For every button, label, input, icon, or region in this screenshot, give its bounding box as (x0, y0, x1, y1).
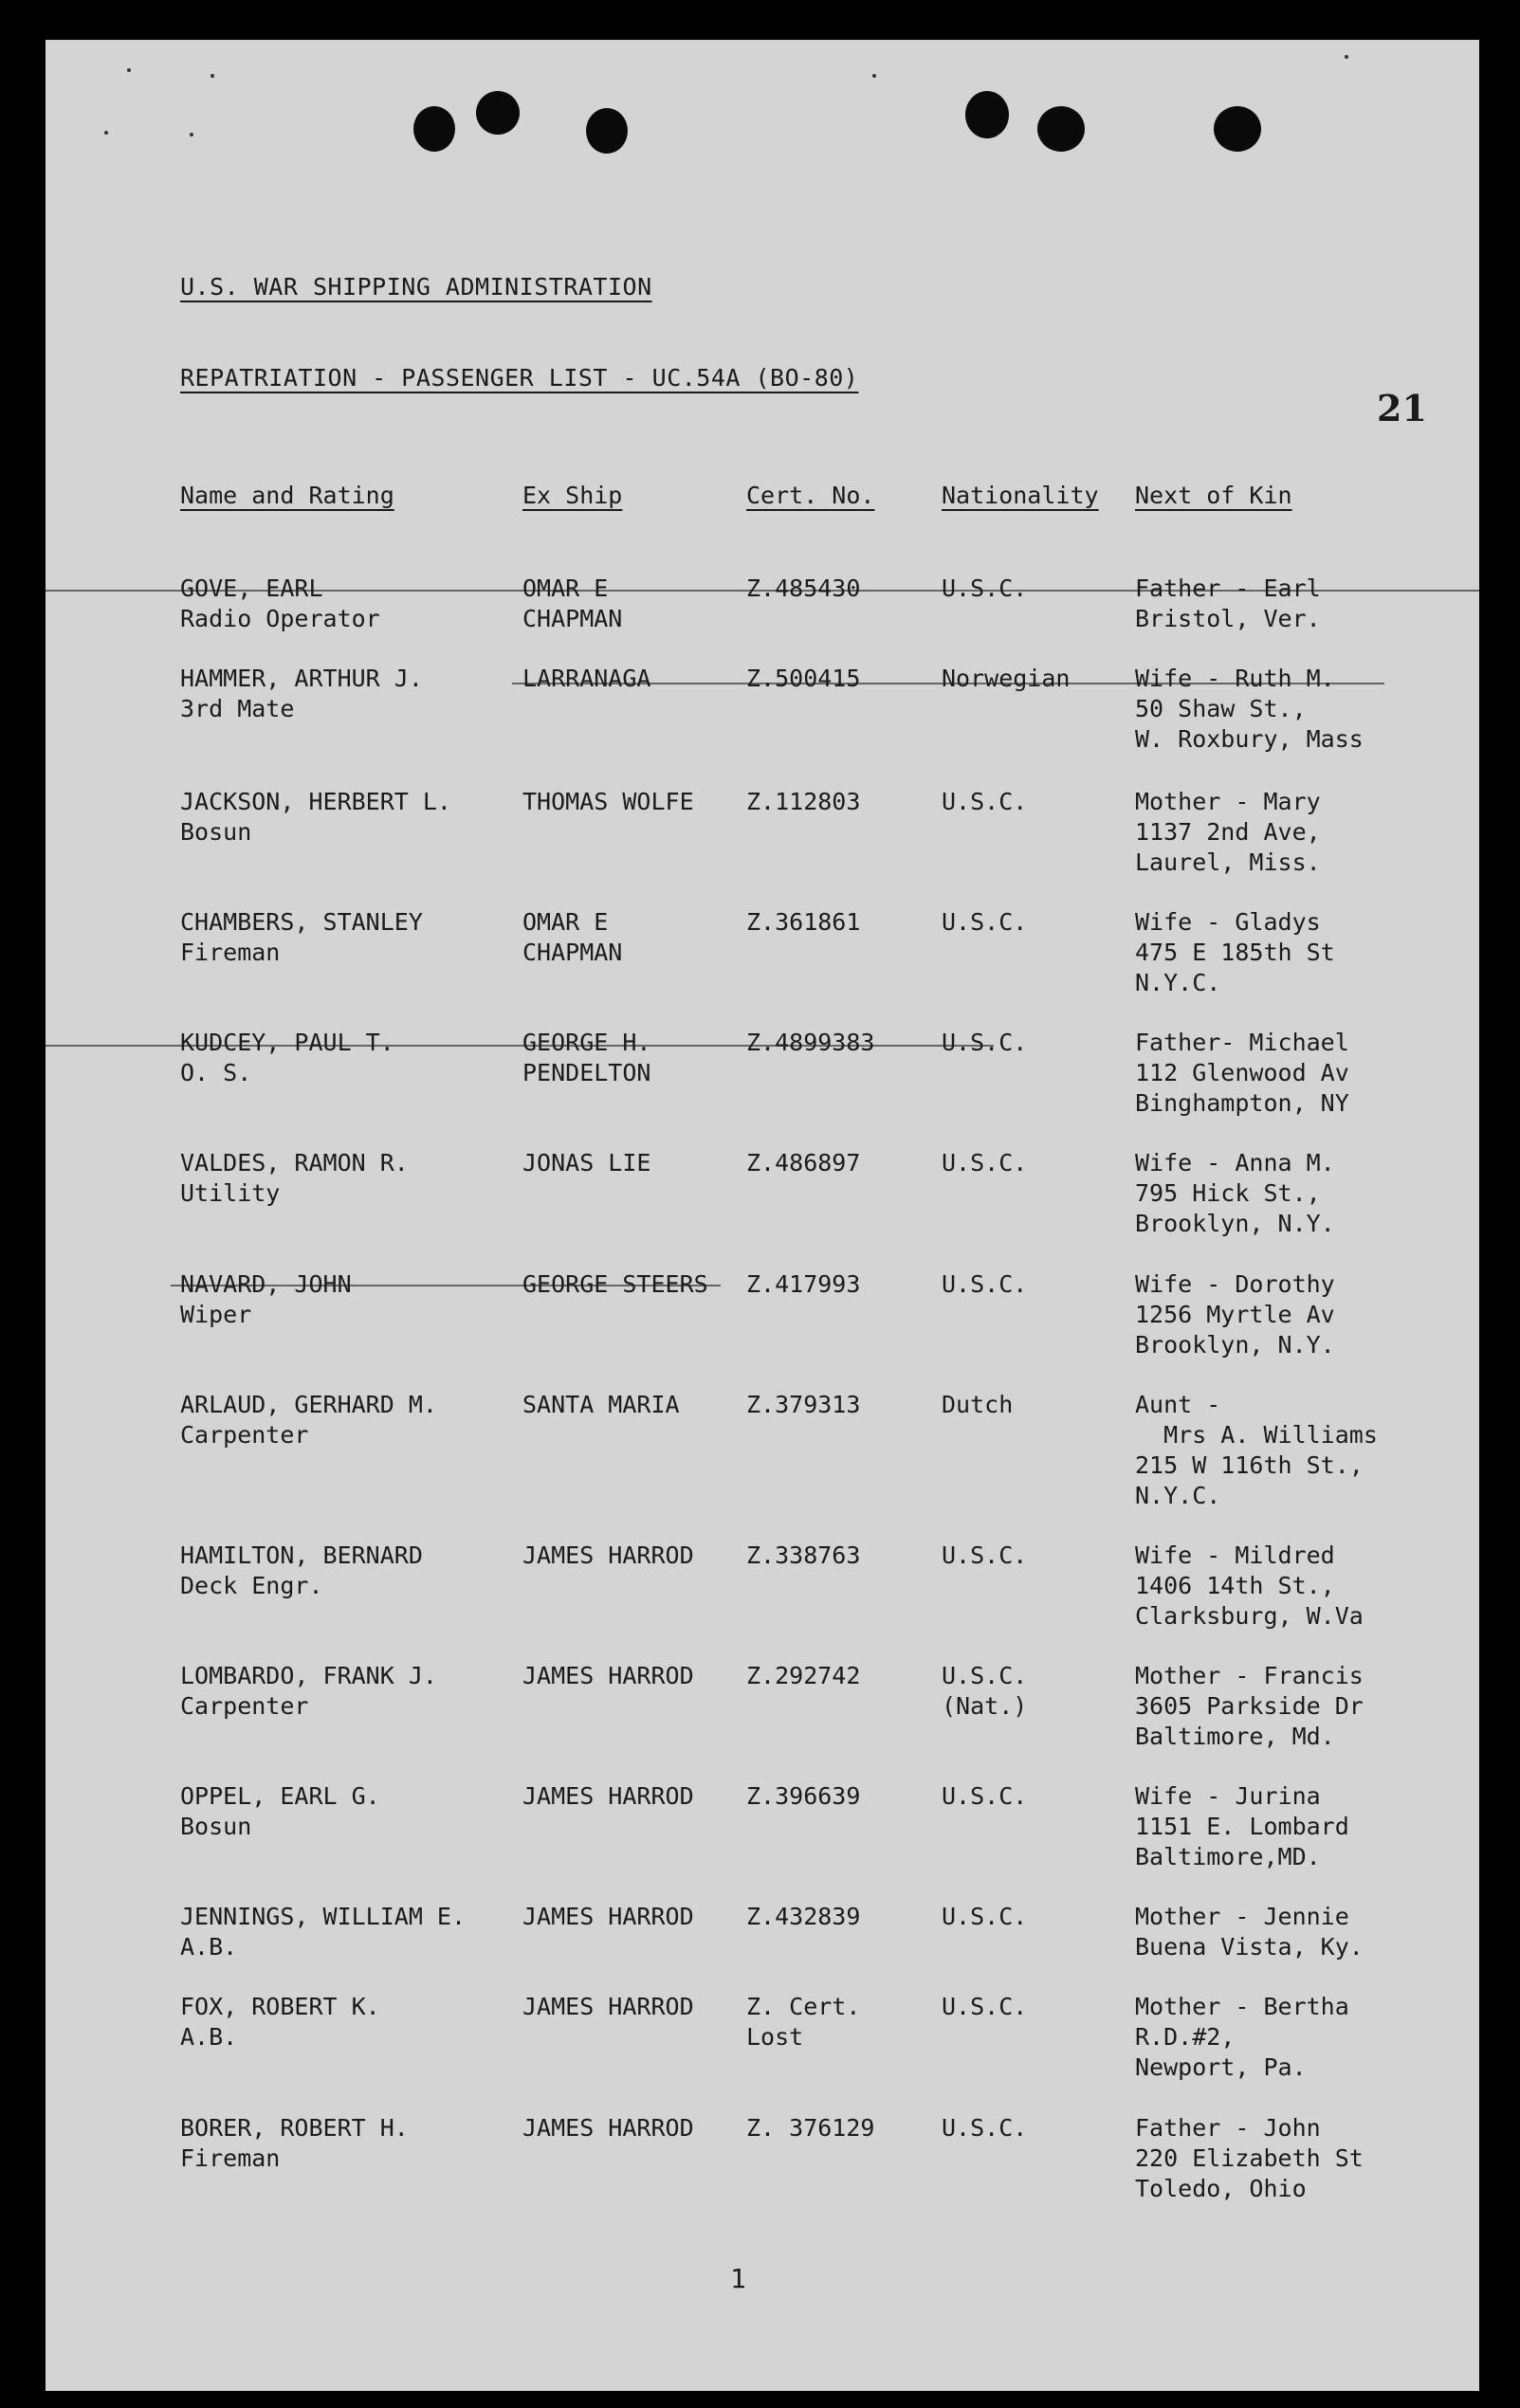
ex-ship-line: GEORGE H. (522, 1029, 651, 1056)
page-number: 1 (730, 2263, 746, 2294)
name-rating-line: OPPEL, EARL G. (180, 1782, 380, 1810)
name-rating-cell (180, 1269, 352, 1330)
nationality-cell (942, 664, 1070, 694)
ex-ship-line: CHAPMAN (522, 605, 623, 632)
next-of-kin-line: 220 Elizabeth St (1135, 2144, 1364, 2172)
next-of-kin-cell (1135, 1781, 1349, 1872)
next-of-kin-line: Wife - Dorothy (1135, 1270, 1335, 1298)
ex-ship-cell (522, 907, 622, 968)
cert-no-cell (746, 787, 860, 817)
next-of-kin-line: 1256 Myrtle Av (1135, 1301, 1335, 1328)
cert-no-cell (746, 2113, 874, 2143)
next-of-kin-line: Wife - Mildred (1135, 1541, 1335, 1569)
next-of-kin-line: 1151 E. Lombard (1135, 1813, 1349, 1840)
next-of-kin-line: 3605 Parkside Dr (1135, 1692, 1364, 1720)
cert-no-cell (746, 1028, 874, 1058)
name-rating-line: ARLAUD, GERHARD M. (180, 1391, 437, 1418)
column-header-name: Name and Rating (180, 482, 394, 509)
name-rating-line: Bosun (180, 818, 252, 846)
next-of-kin-line: N.Y.C. (1135, 1482, 1221, 1509)
next-of-kin-line: Wife - Ruth M. (1135, 665, 1335, 692)
nationality-cell (942, 907, 1027, 938)
cert-no-cell (746, 1902, 860, 1932)
next-of-kin-line: Mother - Francis (1135, 1662, 1364, 1689)
cert-no-line: Z.379313 (746, 1391, 861, 1418)
nationality-cell (942, 1781, 1027, 1812)
name-rating-line: HAMMER, ARTHUR J. (180, 665, 423, 692)
next-of-kin-line: Father- Michael (1135, 1029, 1349, 1056)
next-of-kin-line: 112 Glenwood Av (1135, 1059, 1349, 1086)
name-rating-line: VALDES, RAMON R. (180, 1149, 409, 1177)
next-of-kin-line: 1137 2nd Ave, (1135, 818, 1321, 846)
next-of-kin-line: Father - John (1135, 2114, 1321, 2142)
nationality-line: U.S.C. (942, 1270, 1028, 1298)
next-of-kin-line: Wife - Anna M. (1135, 1149, 1335, 1177)
nationality-cell (942, 574, 1027, 604)
ex-ship-line: JAMES HARROD (522, 1903, 694, 1930)
column-header-cert: Cert. No. (746, 482, 875, 509)
nationality-line: U.S.C. (942, 908, 1028, 936)
cert-no-line: Z. Cert. (746, 1993, 861, 2020)
name-rating-line: KUDCEY, PAUL T. (180, 1029, 394, 1056)
name-rating-cell (180, 787, 451, 848)
name-rating-line: JACKSON, HERBERT L. (180, 788, 451, 815)
ex-ship-line: JAMES HARROD (522, 1993, 694, 2020)
name-rating-line: A.B. (180, 2023, 238, 2051)
nationality-line: U.S.C. (942, 575, 1028, 602)
cert-no-cell (746, 574, 860, 604)
cert-no-line: Z.486897 (746, 1149, 861, 1177)
next-of-kin-line: Bristol, Ver. (1135, 605, 1321, 632)
next-of-kin-cell (1135, 574, 1321, 634)
name-rating-line: LOMBARDO, FRANK J. (180, 1662, 437, 1689)
column-header-nationality: Nationality (942, 482, 1099, 509)
cert-no-cell (746, 1269, 860, 1300)
name-rating-line: O. S. (180, 1059, 252, 1086)
next-of-kin-line: W. Roxbury, Mass (1135, 725, 1364, 753)
name-rating-cell (180, 1028, 394, 1088)
ex-ship-cell (522, 574, 622, 634)
name-rating-cell (180, 664, 423, 724)
cert-no-line: Z.112803 (746, 788, 861, 815)
next-of-kin-line: Mother - Mary (1135, 788, 1321, 815)
name-rating-line: NAVARD, JOHN (180, 1270, 352, 1298)
next-of-kin-line: Baltimore, Md. (1135, 1723, 1335, 1750)
next-of-kin-cell (1135, 1541, 1364, 1632)
name-rating-cell (180, 907, 423, 968)
ex-ship-cell (522, 1781, 694, 1812)
ex-ship-line: JAMES HARROD (522, 1541, 694, 1569)
next-of-kin-line: Brooklyn, N.Y. (1135, 1210, 1335, 1237)
ex-ship-cell (522, 1661, 694, 1691)
ex-ship-line: OMAR E (522, 908, 609, 936)
next-of-kin-line: Laurel, Miss. (1135, 848, 1321, 876)
next-of-kin-line: N.Y.C. (1135, 969, 1221, 996)
name-rating-cell (180, 574, 380, 634)
cert-no-line: Z.396639 (746, 1782, 861, 1810)
name-rating-line: Radio Operator (180, 605, 380, 632)
name-rating-line: Carpenter (180, 1692, 309, 1720)
name-rating-line: 3rd Mate (180, 695, 295, 722)
ex-ship-cell (522, 1902, 694, 1932)
ex-ship-line: JAMES HARROD (522, 2114, 694, 2142)
nationality-cell (942, 1390, 1013, 1420)
next-of-kin-line: Binghampton, NY (1135, 1089, 1349, 1117)
next-of-kin-line: 475 E 185th St (1135, 939, 1335, 966)
name-rating-cell (180, 2113, 409, 2174)
nationality-cell (942, 1541, 1027, 1571)
next-of-kin-cell (1135, 1902, 1364, 1962)
next-of-kin-line: Wife - Gladys (1135, 908, 1321, 936)
cert-no-line: Z.361861 (746, 908, 861, 936)
name-rating-line: HAMILTON, BERNARD (180, 1541, 423, 1569)
nationality-line: U.S.C. (942, 2114, 1028, 2142)
list-title: REPATRIATION - PASSENGER LIST - UC.54A (BO-80) (180, 364, 859, 392)
name-rating-cell (180, 1661, 437, 1722)
nationality-line: U.S.C. (942, 1029, 1028, 1056)
next-of-kin-line: Wife - Jurina (1135, 1782, 1321, 1810)
ex-ship-line: JONAS LIE (522, 1149, 651, 1177)
ex-ship-line: CHAPMAN (522, 939, 623, 966)
name-rating-line: Fireman (180, 939, 281, 966)
cert-no-line: Z.292742 (746, 1662, 861, 1689)
name-rating-line: Carpenter (180, 1421, 309, 1449)
ex-ship-cell (522, 787, 694, 817)
ex-ship-cell (522, 2113, 694, 2143)
ex-ship-line: THOMAS WOLFE (522, 788, 694, 815)
name-rating-line: Bosun (180, 1813, 252, 1840)
next-of-kin-line: Father - Earl (1135, 575, 1321, 602)
name-rating-line: Deck Engr. (180, 1572, 323, 1599)
next-of-kin-line: Newport, Pa. (1135, 2053, 1307, 2081)
ex-ship-line: OMAR E (522, 575, 609, 602)
nationality-cell (942, 1902, 1027, 1932)
ex-ship-line: PENDELTON (522, 1059, 651, 1086)
sheet-number: 21 (1377, 387, 1427, 429)
column-header-kin: Next of Kin (1135, 482, 1292, 509)
cert-no-cell (746, 1661, 860, 1691)
next-of-kin-cell (1135, 787, 1321, 878)
nationality-line: U.S.C. (942, 788, 1028, 815)
cert-no-line: Z.417993 (746, 1270, 861, 1298)
next-of-kin-line: Mother - Bertha (1135, 1993, 1349, 2020)
cert-no-cell (746, 1541, 860, 1571)
next-of-kin-line: Mother - Jennie (1135, 1903, 1349, 1930)
ex-ship-cell (522, 664, 650, 694)
ex-ship-line: SANTA MARIA (522, 1391, 680, 1418)
cert-no-line: Z.485430 (746, 575, 861, 602)
cert-no-cell (746, 907, 860, 938)
nationality-line: Norwegian (942, 665, 1071, 692)
next-of-kin-line: Baltimore,MD. (1135, 1843, 1321, 1870)
nationality-line: U.S.C. (942, 1903, 1028, 1930)
name-rating-cell (180, 1992, 380, 2052)
next-of-kin-line: R.D.#2, (1135, 2023, 1236, 2051)
ex-ship-cell (522, 1148, 650, 1178)
nationality-cell (942, 1028, 1027, 1058)
next-of-kin-line: Buena Vista, Ky. (1135, 1933, 1364, 1961)
ex-ship-cell (522, 1028, 650, 1088)
next-of-kin-cell (1135, 1148, 1335, 1239)
next-of-kin-line: Aunt - (1135, 1391, 1221, 1418)
nationality-cell (942, 1148, 1027, 1178)
nationality-cell (942, 1992, 1027, 2022)
cert-no-line: Z.4899383 (746, 1029, 875, 1056)
cert-no-line: Z.432839 (746, 1903, 861, 1930)
name-rating-line: GOVE, EARL (180, 575, 323, 602)
nationality-line: Dutch (942, 1391, 1014, 1418)
next-of-kin-line: 215 W 116th St., (1135, 1451, 1364, 1479)
cert-no-line: Z.500415 (746, 665, 861, 692)
ex-ship-line: GEORGE STEERS (522, 1270, 708, 1298)
next-of-kin-line: 795 Hick St., (1135, 1179, 1321, 1207)
nationality-cell (942, 1661, 1027, 1722)
nationality-line: (Nat.) (942, 1692, 1028, 1720)
nationality-cell (942, 787, 1027, 817)
nationality-line: U.S.C. (942, 1541, 1028, 1569)
name-rating-cell (180, 1781, 380, 1842)
cert-no-cell (746, 1148, 860, 1178)
next-of-kin-cell (1135, 1390, 1378, 1511)
name-rating-cell (180, 1902, 466, 1962)
nationality-cell (942, 1269, 1027, 1300)
name-rating-line: Fireman (180, 2144, 281, 2172)
name-rating-line: JENNINGS, WILLIAM E. (180, 1903, 467, 1930)
ex-ship-cell (522, 1390, 680, 1420)
nationality-line: U.S.C. (942, 1993, 1028, 2020)
next-of-kin-line: Mrs A. Williams (1135, 1421, 1378, 1449)
next-of-kin-cell (1135, 1269, 1335, 1360)
ex-ship-cell (522, 1992, 694, 2022)
name-rating-cell (180, 1390, 437, 1450)
cert-no-cell (746, 664, 860, 694)
next-of-kin-cell (1135, 664, 1364, 755)
cert-no-line: Lost (746, 2023, 804, 2051)
next-of-kin-cell (1135, 2113, 1364, 2204)
name-rating-line: FOX, ROBERT K. (180, 1993, 380, 2020)
ex-ship-line: LARRANAGA (522, 665, 651, 692)
next-of-kin-cell (1135, 1028, 1349, 1119)
ex-ship-cell (522, 1269, 708, 1300)
agency-title: U.S. WAR SHIPPING ADMINISTRATION (180, 273, 652, 301)
nationality-cell (942, 2113, 1027, 2143)
cert-no-cell (746, 1992, 860, 2052)
next-of-kin-line: 50 Shaw St., (1135, 695, 1307, 722)
next-of-kin-line: Toledo, Ohio (1135, 2175, 1307, 2202)
name-rating-line: CHAMBERS, STANLEY (180, 908, 423, 936)
cert-no-line: Z.338763 (746, 1541, 861, 1569)
ex-ship-cell (522, 1541, 694, 1571)
nationality-line: U.S.C. (942, 1149, 1028, 1177)
name-rating-line: BORER, ROBERT H. (180, 2114, 409, 2142)
next-of-kin-line: Clarksburg, W.Va (1135, 1602, 1364, 1630)
name-rating-line: Wiper (180, 1301, 252, 1328)
cert-no-cell (746, 1390, 860, 1420)
next-of-kin-line: 1406 14th St., (1135, 1572, 1335, 1599)
next-of-kin-cell (1135, 907, 1335, 998)
next-of-kin-line: Brooklyn, N.Y. (1135, 1331, 1335, 1359)
next-of-kin-cell (1135, 1661, 1364, 1752)
cert-no-cell (746, 1781, 860, 1812)
name-rating-line: Utility (180, 1179, 281, 1207)
name-rating-cell (180, 1148, 409, 1209)
name-rating-cell (180, 1541, 423, 1601)
nationality-line: U.S.C. (942, 1662, 1028, 1689)
name-rating-line: A.B. (180, 1933, 238, 1961)
column-header-ship: Ex Ship (522, 482, 623, 509)
cert-no-line: Z. 376129 (746, 2114, 875, 2142)
ex-ship-line: JAMES HARROD (522, 1662, 694, 1689)
ex-ship-line: JAMES HARROD (522, 1782, 694, 1810)
next-of-kin-cell (1135, 1992, 1349, 2083)
nationality-line: U.S.C. (942, 1782, 1028, 1810)
